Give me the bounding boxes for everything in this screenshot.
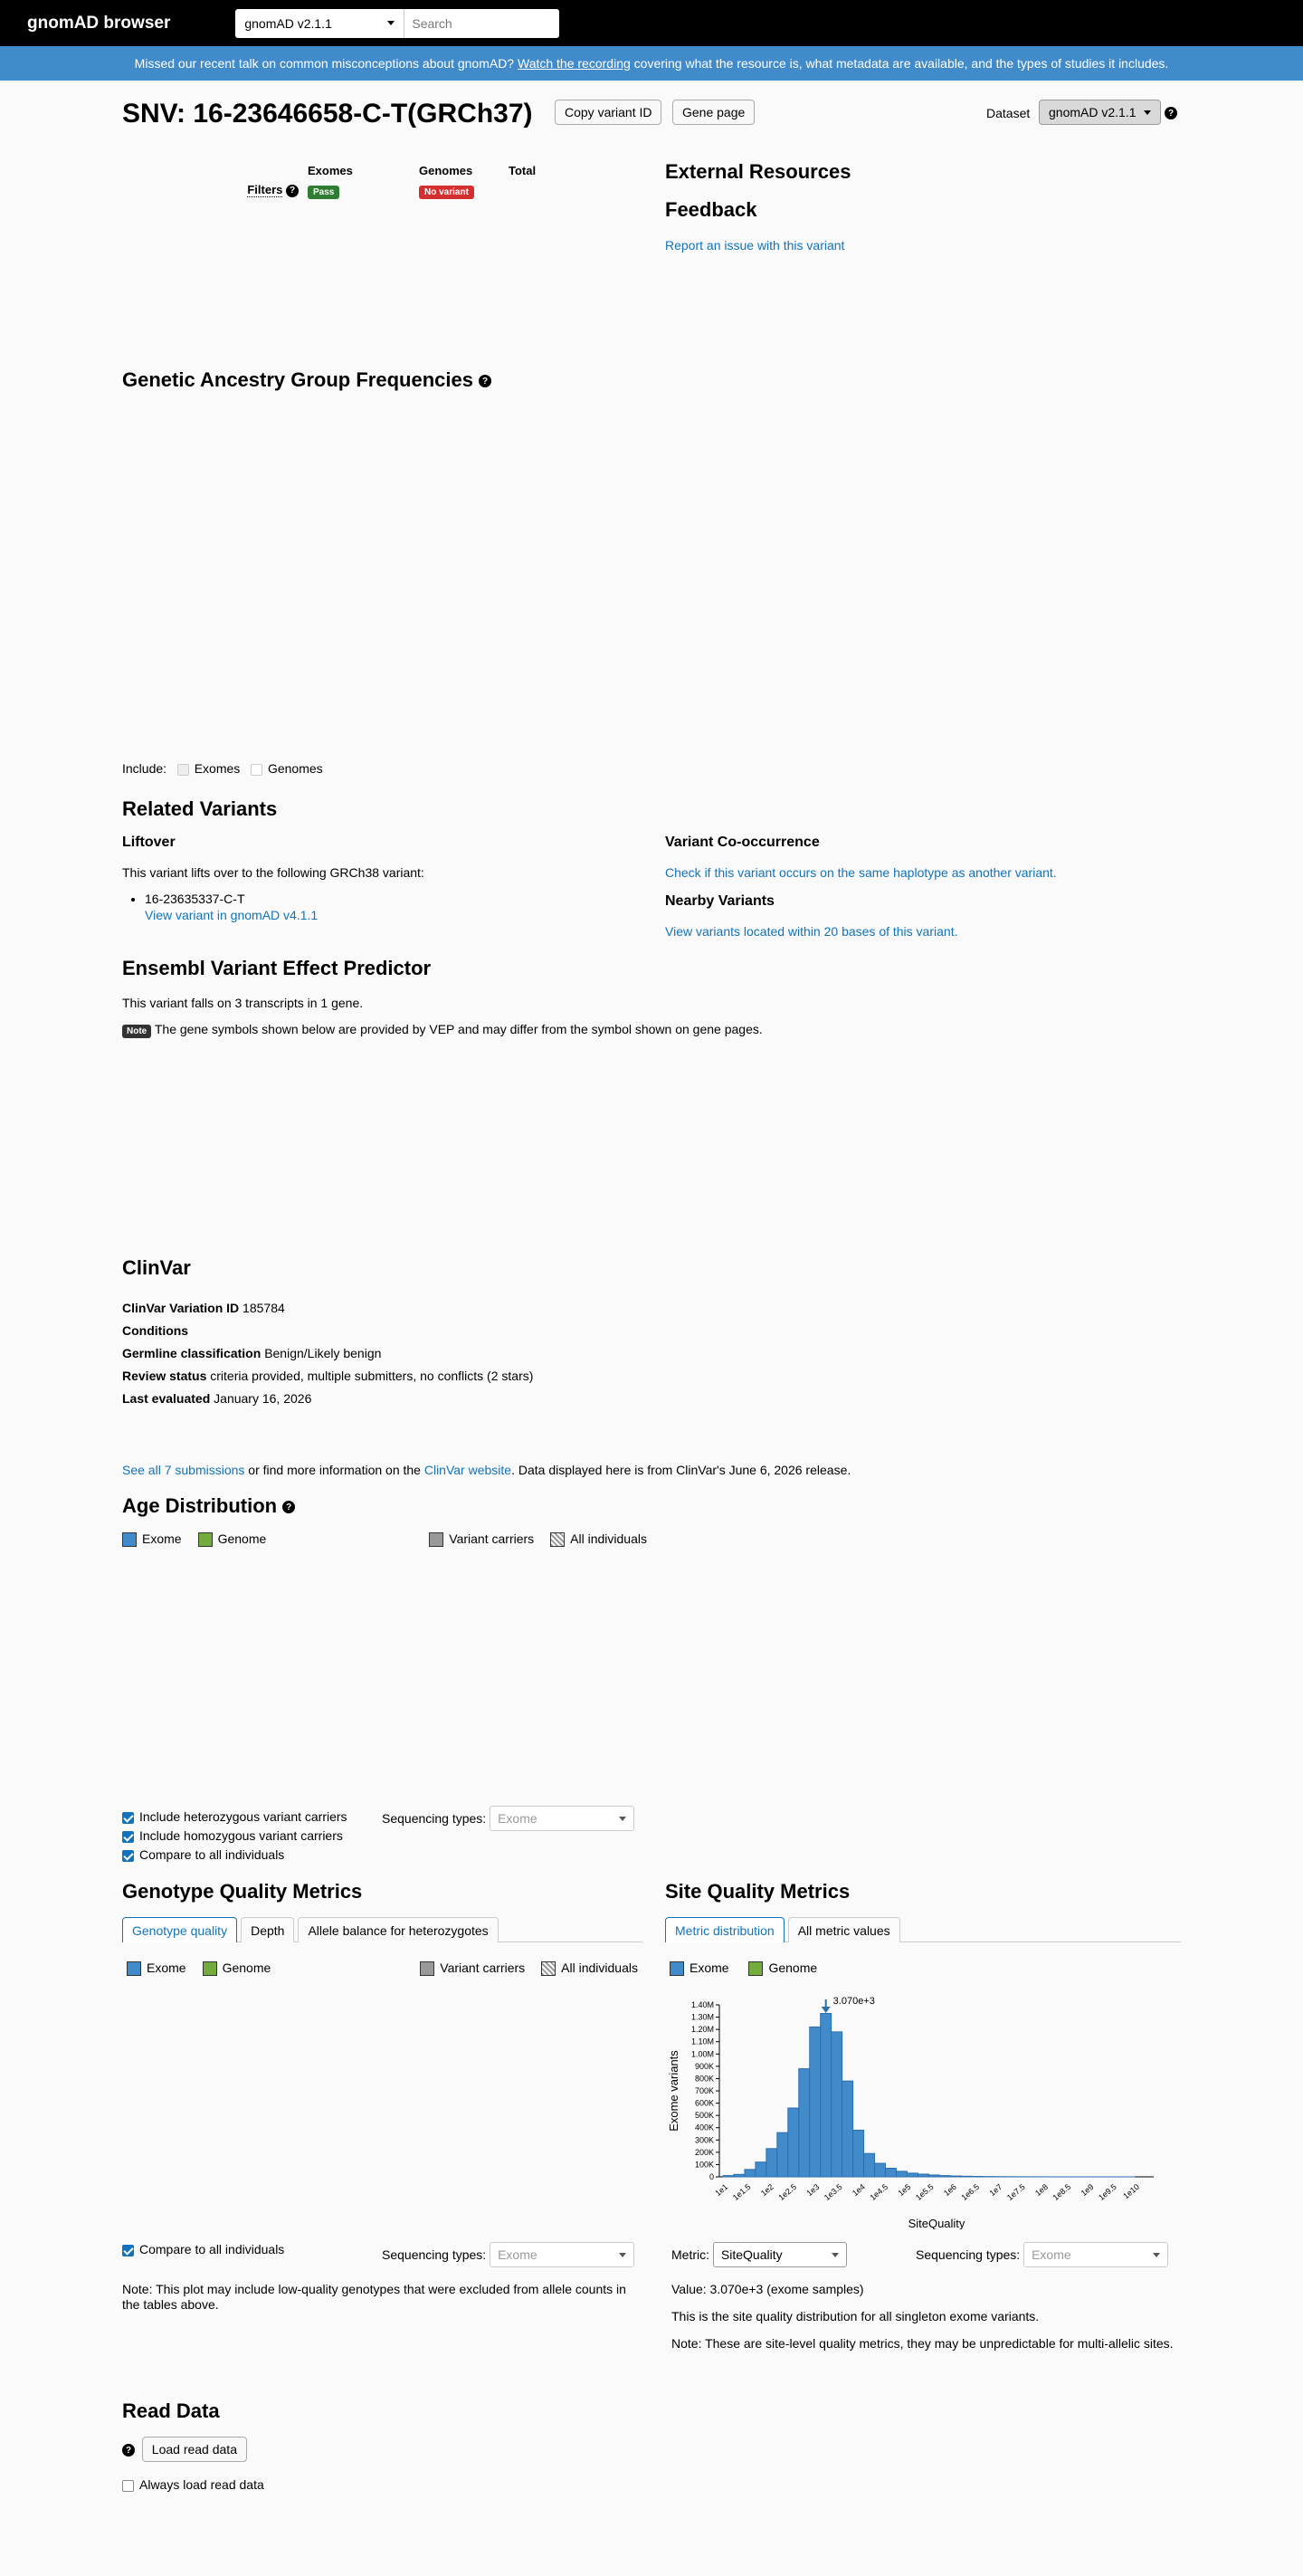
legend-all: [550, 1531, 647, 1547]
metric-label: Metric:: [671, 2247, 709, 2262]
top-navbar: [0, 0, 1303, 46]
y-tick-label: 900K: [694, 2061, 714, 2071]
histogram-bar: [821, 2014, 832, 2178]
legend-genome-label: Genome: [768, 1961, 818, 1975]
always-load-label: Always load read data: [139, 2477, 264, 2492]
histogram-bar: [788, 2108, 799, 2177]
het-checkbox[interactable]: [122, 1812, 134, 1824]
x-tick-label: 1e9: [1079, 2181, 1096, 2199]
x-tick-label: 1e7: [987, 2181, 1004, 2199]
histogram-bar: [864, 2153, 875, 2177]
nearby-title: Nearby Variants: [665, 893, 775, 909]
tab-metric-distribution[interactable]: Metric distribution: [665, 1917, 785, 1942]
review-label: Review status: [122, 1369, 207, 1383]
y-tick-label: 500K: [694, 2111, 714, 2121]
gq-title: Genotype Quality Metrics: [122, 1880, 363, 1903]
last-evaluated-label: Last evaluated: [122, 1391, 211, 1406]
hom-label: Include homozygous variant carriers: [139, 1828, 343, 1843]
liftover-list: [145, 891, 318, 923]
x-tick-label: 1e8.5: [1051, 2181, 1073, 2203]
seq-label: Sequencing types:: [916, 2247, 1021, 2262]
legend-genome: [198, 1531, 267, 1547]
col-genomes: Genomes: [419, 164, 473, 177]
read-data-controls: [122, 2437, 247, 2462]
chevron-down-icon: [832, 2253, 839, 2257]
summary-table: [122, 164, 611, 200]
histogram-bar: [734, 2174, 745, 2177]
liftover-link[interactable]: View variant in gnomAD v4.1.1: [145, 908, 319, 922]
legend-genome-label: Genome: [222, 1961, 271, 1975]
chevron-down-icon: [1144, 110, 1151, 115]
always-load-option: [122, 2477, 264, 2492]
histogram-bar: [875, 2163, 886, 2177]
histogram-bar: [939, 2176, 950, 2177]
cooccurrence-title: Variant Co-occurrence: [665, 835, 820, 850]
liftover-title: Liftover: [122, 835, 176, 850]
x-tick-label: 1e2: [758, 2181, 775, 2199]
liftover-item: [145, 891, 318, 923]
include-exomes-label: Exomes: [194, 761, 241, 776]
nearby-link[interactable]: View variants located within 20 bases of this variant.: [665, 924, 958, 939]
clinvar-foot-end: . Data displayed here is from ClinVar's June 6, 2026 release.: [511, 1463, 851, 1477]
sq-description: This is the site quality distribution for all singleton exome variants.: [671, 2309, 1040, 2323]
x-tick-label: 1e7.5: [1005, 2181, 1027, 2203]
histogram-bar: [723, 2176, 734, 2177]
site-logo[interactable]: gnomAD browser: [27, 13, 171, 33]
age-hom-option: [122, 1827, 347, 1846]
x-tick-label: 1e3: [804, 2181, 822, 2199]
chevron-down-icon: [387, 21, 395, 25]
x-tick-label: 1e9.5: [1097, 2181, 1118, 2203]
classification-value: Benign/Likely benign: [264, 1346, 382, 1360]
sq-value-text: Value: 3.070e+3 (exome samples): [671, 2282, 864, 2296]
announcement-banner: [0, 46, 1303, 81]
vep-title: Ensembl Variant Effect Predictor: [122, 957, 432, 979]
histogram-bar: [745, 2170, 756, 2177]
legend-exome-label: Exome: [147, 1961, 186, 1975]
sq-note: Note: These are site-level quality metrics, they may be unpredictable for multi-allelic sites.: [671, 2336, 1174, 2351]
seq-value: Exome: [1032, 2247, 1071, 2262]
histogram-bar: [766, 2149, 777, 2177]
histogram-bar: [918, 2174, 928, 2177]
legend-exome: [127, 1961, 186, 1976]
gq-note: Note: This plot may include low-quality genotypes that were excluded from allele counts in the tables above.: [122, 2282, 626, 2312]
value-marker-arrow: [822, 2007, 831, 2013]
histogram-bar: [928, 2175, 939, 2177]
all-individuals-swatch: [541, 1961, 556, 1976]
y-tick-label: 400K: [694, 2123, 714, 2132]
filters-label: Filters: [247, 183, 283, 197]
y-tick-label: 600K: [694, 2098, 714, 2108]
legend-all-label: All individuals: [570, 1531, 647, 1546]
value-marker-label: 3.070e+3: [832, 1996, 875, 2007]
legend-exome: [670, 1961, 729, 1975]
feedback-title: Feedback: [665, 198, 757, 221]
histogram-bar: [777, 2132, 788, 2177]
clinvar-title: ClinVar: [122, 1256, 191, 1279]
legend-genome: [748, 1961, 817, 1975]
load-read-data-button[interactable]: Load read data: [142, 2437, 247, 2462]
exome-swatch: [122, 1532, 137, 1547]
tab-all-metric-values[interactable]: All metric values: [788, 1917, 900, 1942]
include-row: [122, 761, 323, 776]
pass-badge: Pass: [308, 186, 339, 199]
dataset-select[interactable]: gnomAD v2.1.1: [235, 9, 404, 38]
histogram-bar: [756, 2162, 766, 2177]
external-resources-title: External Resources: [665, 160, 851, 183]
legend-genome-label: Genome: [217, 1531, 267, 1546]
vep-note: [122, 1022, 763, 1036]
genome-swatch: [198, 1532, 213, 1547]
histogram-bar: [799, 2069, 810, 2177]
tab-allele-balance[interactable]: Allele balance for heterozygotes: [298, 1917, 498, 1942]
gq-compare-label: Compare to all individuals: [139, 2242, 285, 2256]
y-tick-label: 1.00M: [690, 2049, 714, 2059]
ancestry-title-text: Genetic Ancestry Group Frequencies: [122, 368, 473, 391]
age-compare-option: [122, 1846, 347, 1865]
histogram-bar: [950, 2176, 961, 2177]
age-options: [122, 1808, 347, 1865]
copy-variant-id-button[interactable]: Copy variant ID: [555, 100, 661, 125]
legend-exome: [122, 1531, 182, 1547]
genome-swatch: [748, 1961, 763, 1976]
gq-compare-option: [122, 2242, 284, 2256]
related-variants-title: Related Variants: [122, 797, 278, 820]
x-tick-label: 1e8: [1033, 2181, 1050, 2199]
read-data-title: Read Data: [122, 2399, 220, 2422]
help-icon[interactable]: ?: [122, 2444, 135, 2457]
y-tick-label: 100K: [694, 2160, 714, 2170]
last-evaluated-value: January 16, 2026: [214, 1391, 312, 1406]
clinvar-website-link[interactable]: ClinVar website: [423, 1463, 512, 1477]
x-tick-label: 1e1.5: [730, 2181, 753, 2203]
all-individuals-swatch: [550, 1532, 565, 1547]
sq-seq-type: [916, 2242, 1168, 2267]
x-tick-label: 1e4: [850, 2181, 867, 2199]
y-tick-label: 0: [709, 2172, 714, 2181]
note-tag: Note: [122, 1025, 151, 1038]
gq-chart: [122, 1992, 656, 2228]
x-tick-label: 1e1: [713, 2181, 730, 2199]
chevron-down-icon: [619, 1817, 626, 1821]
clinvar-id-label: ClinVar Variation ID: [122, 1301, 240, 1315]
include-label: Include:: [122, 761, 167, 776]
seq-type-select[interactable]: [490, 2242, 634, 2267]
dataset-dropdown[interactable]: gnomAD v2.1.1: [1039, 100, 1161, 125]
classification-label: Germline classification: [122, 1346, 262, 1360]
y-tick-label: 700K: [694, 2086, 714, 2095]
compare-label: Compare to all individuals: [139, 1847, 285, 1862]
metric-value: SiteQuality: [720, 2247, 783, 2262]
histogram-bar: [842, 2081, 853, 2177]
seq-type-select[interactable]: [1023, 2242, 1168, 2267]
cooccurrence-link[interactable]: Check if this variant occurs on the same haplotype as another variant.: [665, 865, 1057, 880]
legend-carriers: [420, 1961, 525, 1976]
carriers-swatch: [420, 1961, 434, 1976]
x-tick-label: 1e5.5: [913, 2181, 936, 2203]
metric-select[interactable]: [713, 2242, 847, 2267]
help-icon[interactable]: ?: [479, 375, 491, 387]
age-seq-type: [382, 1806, 634, 1831]
x-tick-label: 1e4.5: [868, 2181, 890, 2203]
banner-text-end: covering what the resource is, what metadata are available, and the types of studies it includes.: [633, 56, 1169, 71]
histogram-bar: [810, 2027, 821, 2177]
legend-all-label: All individuals: [561, 1961, 638, 1975]
gq-tabs: [122, 1917, 642, 1942]
age-legend: [122, 1531, 647, 1547]
y-tick-label: 1.20M: [690, 2025, 714, 2035]
het-label: Include heterozygous variant carriers: [139, 1809, 347, 1824]
y-tick-label: 200K: [694, 2147, 714, 2157]
col-exomes: Exomes: [308, 164, 353, 177]
age-chart: [122, 1565, 656, 1800]
liftover-variant: 16-23635337-C-T: [145, 892, 245, 906]
x-axis-label: SiteQuality: [908, 2217, 965, 2229]
x-tick-label: 1e3.5: [822, 2181, 844, 2203]
liftover-text: This variant lifts over to the following GRCh38 variant:: [122, 865, 424, 880]
y-axis-label: Exome variants: [667, 2050, 680, 2132]
y-tick-label: 300K: [694, 2135, 714, 2145]
dataset-label: Dataset: [986, 106, 1031, 120]
legend-genome: [203, 1961, 271, 1976]
exome-swatch: [670, 1961, 684, 1976]
clinvar-foot-mid: or find more information on the: [248, 1463, 421, 1477]
tab-genotype-quality[interactable]: Genotype quality: [122, 1917, 237, 1942]
help-icon[interactable]: ?: [286, 185, 299, 197]
gq-legend: [127, 1961, 638, 1976]
clinvar-footer: [122, 1463, 851, 1477]
chevron-down-icon: [619, 2253, 626, 2257]
metric-select-row: [671, 2242, 847, 2267]
histogram-bar: [907, 2173, 918, 2177]
x-tick-label: 1e6.5: [959, 2181, 982, 2203]
legend-exome-label: Exome: [690, 1961, 729, 1975]
no-variant-badge: No variant: [419, 186, 474, 199]
review-value: criteria provided, multiple submitters, no conflicts (2 stars): [210, 1369, 534, 1383]
age-title: [122, 1494, 295, 1518]
clinvar-details: [122, 1297, 533, 1410]
seq-label: Sequencing types:: [382, 1811, 487, 1826]
seq-value: Exome: [498, 1811, 537, 1826]
sq-legend: [670, 1961, 817, 1976]
include-genomes-checkbox[interactable]: [251, 764, 262, 776]
always-load-checkbox[interactable]: [122, 2480, 134, 2492]
vep-note-text: The gene symbols shown below are provided by VEP and may differ from the symbol shown on gene pages.: [154, 1022, 763, 1036]
hom-checkbox[interactable]: [122, 1831, 134, 1843]
x-tick-label: 1e10: [1121, 2181, 1142, 2201]
sq-tabs: [665, 1917, 1181, 1942]
y-tick-label: 1.40M: [690, 2000, 714, 2009]
include-genomes-label: Genomes: [267, 761, 323, 776]
conditions-label: Conditions: [122, 1323, 189, 1338]
histogram-bar: [853, 2130, 864, 2177]
col-total: Total: [509, 164, 537, 177]
legend-all: [541, 1961, 638, 1976]
tab-depth[interactable]: Depth: [241, 1917, 294, 1942]
histogram-bar: [896, 2171, 907, 2177]
genome-swatch: [203, 1961, 217, 1976]
legend-exome-label: Exome: [142, 1531, 182, 1546]
x-tick-label: 1e2.5: [776, 2181, 799, 2203]
seq-type-select[interactable]: [490, 1806, 634, 1831]
seq-value: Exome: [498, 2247, 537, 2262]
x-tick-label: 1e5: [896, 2181, 913, 2199]
histogram-bar: [886, 2169, 897, 2178]
external-resources: [665, 160, 1181, 253]
gq-seq-type: [382, 2242, 634, 2267]
carriers-swatch: [429, 1532, 443, 1547]
compare-checkbox[interactable]: [122, 1850, 134, 1862]
page-title: SNV: 16-23646658-C-T(GRCh37): [122, 99, 533, 129]
chevron-down-icon: [1153, 2253, 1160, 2257]
help-icon[interactable]: ?: [282, 1501, 295, 1513]
exome-swatch: [127, 1961, 141, 1976]
sq-title: Site Quality Metrics: [665, 1880, 851, 1903]
x-tick-label: 1e6: [941, 2181, 958, 2199]
y-tick-label: 800K: [694, 2074, 714, 2084]
report-issue-link[interactable]: Report an issue with this variant: [665, 238, 845, 253]
gq-compare-checkbox[interactable]: [122, 2245, 134, 2256]
gene-page-button[interactable]: Gene page: [672, 100, 755, 125]
legend-carriers-label: Variant carriers: [449, 1531, 535, 1546]
ancestry-title: [122, 368, 491, 392]
age-het-option: [122, 1808, 347, 1827]
search-input[interactable]: Search: [404, 9, 559, 38]
clinvar-id: 185784: [243, 1301, 285, 1315]
banner-text: Missed our recent talk on common misconceptions about gnomAD?: [134, 56, 515, 71]
banner-link[interactable]: Watch the recording: [518, 56, 631, 71]
include-exomes-checkbox[interactable]: [177, 764, 189, 776]
all-submissions-link[interactable]: See all 7 submissions: [122, 1463, 245, 1477]
help-icon[interactable]: ?: [1165, 107, 1177, 119]
histogram-bar: [961, 2176, 972, 2177]
histogram-bar: [832, 2032, 842, 2177]
legend-carriers-label: Variant carriers: [440, 1961, 526, 1975]
y-tick-label: 1.30M: [690, 2012, 714, 2022]
sq-chart: [665, 1985, 1181, 2229]
legend-carriers: [429, 1531, 534, 1547]
seq-label: Sequencing types:: [382, 2247, 487, 2262]
vep-summary: This variant falls on 3 transcripts in 1 gene.: [122, 996, 364, 1010]
y-tick-label: 1.10M: [690, 2037, 714, 2046]
age-title-text: Age Distribution: [122, 1494, 278, 1517]
